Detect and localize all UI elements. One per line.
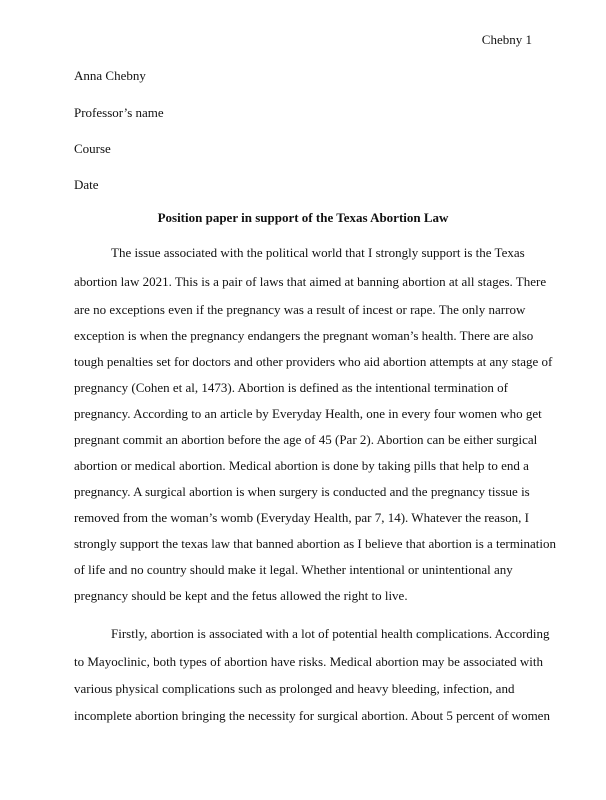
paragraph-1-line: strongly support the texas law that banned abortion as I believe that abortion is a termination — [74, 536, 556, 551]
date-line: Date — [74, 177, 99, 192]
paragraph-2-line: Firstly, abortion is associated with a lot of potential health complications. According — [111, 626, 550, 641]
running-head: Chebny 1 — [481, 32, 532, 47]
paper-title: Position paper in support of the Texas Abortion Law — [157, 210, 449, 225]
paragraph-1-line: pregnant commit an abortion before the age of 45 (Par 2). Abortion can be either surgical — [74, 432, 538, 447]
paragraph-1-line: tough penalties set for doctors and other providers who aid abortion attempts at any stage of — [74, 354, 553, 369]
paragraph-1-line: The issue associated with the political world that I strongly support is the Texas — [111, 245, 525, 260]
paragraph-1-line: abortion law 2021. This is a pair of laws that aimed at banning abortion at all stages. There — [74, 274, 547, 289]
paragraph-2-line: various physical complications such as prolonged and heavy bleeding, infection, and — [74, 681, 515, 696]
paragraph-1-line: abortion or medical abortion. Medical abortion is done by taking pills that help to end a — [74, 458, 529, 473]
paragraph-1-line: pregnancy. According to an article by Everyday Health, one in every four women who get — [74, 406, 542, 421]
paragraph-1-line: pregnancy. A surgical abortion is when surgery is conducted and the pregnancy tissue is — [74, 484, 530, 499]
paragraph-1-line: pregnancy (Cohen et al, 1473). Abortion is defined as the intentional termination of — [74, 380, 508, 395]
professor-name: Professor’s name — [74, 105, 164, 120]
paragraph-1-line: are no exceptions even if the pregnancy was a result of incest or rape. The only narrow — [74, 302, 526, 317]
paragraph-2-line: to Mayoclinic, both types of abortion have risks. Medical abortion may be associated with — [74, 654, 543, 669]
paragraph-1-line: pregnancy should be kept and the fetus allowed the right to live. — [74, 588, 408, 603]
paragraph-1-line: removed from the woman’s womb (Everyday Health, par 7, 14). Whatever the reason, I — [74, 510, 529, 525]
author-name: Anna Chebny — [74, 68, 146, 83]
paragraph-1-line: exception is when the pregnancy endangers the pregnant woman’s health. There are also — [74, 328, 534, 343]
paragraph-2-line: incomplete abortion bringing the necessity for surgical abortion. About 5 percent of women — [74, 708, 550, 723]
paragraph-1-line: of life and no country should make it legal. Whether intentional or unintentional any — [74, 562, 513, 577]
course-name: Course — [74, 141, 111, 156]
